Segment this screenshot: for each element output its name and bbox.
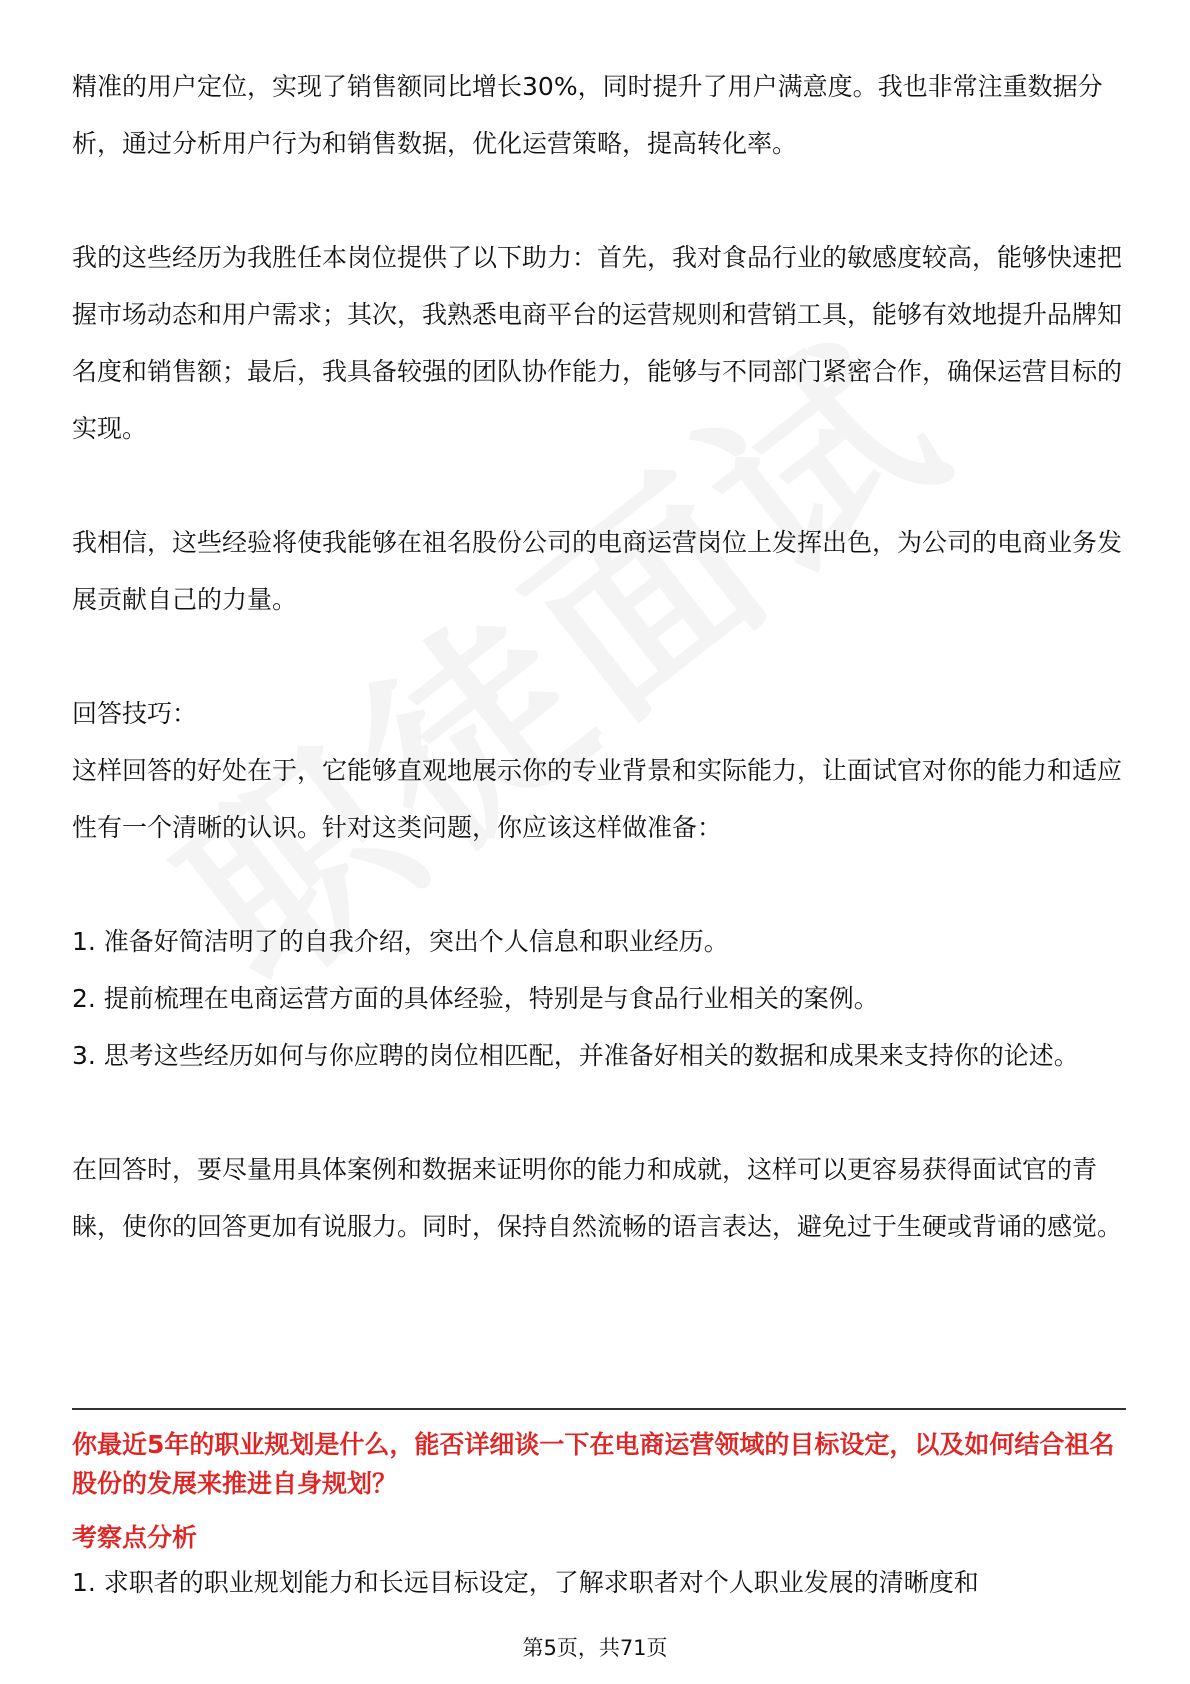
paragraph-3: 我相信，这些经验将使我能够在祖名股份公司的电商运营岗位上发挥出色，为公司的电商业务发展贡献自己的力量。: [72, 528, 1123, 614]
page-footer: 第5页，共71页: [522, 1636, 668, 1660]
list-item-3: 3. 思考这些经历如何与你应聘的岗位相匹配，并准备好相关的数据和成果来支持你的论述。: [72, 1041, 1079, 1070]
section-title: 考察点分析: [72, 1523, 198, 1552]
tips-label: 回答技巧：: [72, 699, 198, 728]
list-item-1: 1. 准备好简洁明了的自我介绍，突出个人信息和职业经历。: [72, 927, 729, 956]
paragraph-2: 我的这些经历为我胜任本岗位提供了以下助力：首先，我对食品行业的敏感度较高，能够快速把握市场动态和用户需求；其次，我熟悉电商平台的运营规则和营销工具，能够有效地提升品牌知名度和销售额；最后，我具备较强的团队协作能力，能够与不同部门紧密合作，确保运营目标的实现。: [72, 243, 1123, 443]
section-divider: [72, 1408, 1126, 1410]
interview-question: 你最近5年的职业规划是什么，能否详细谈一下在电商运营领域的目标设定，以及如何结合祖名股份的发展来推进自身规划？: [72, 1430, 1115, 1498]
list-item-2: 2. 提前梳理在电商运营方面的具体经验，特别是与食品行业相关的案例。: [72, 984, 879, 1013]
paragraph-4: 这样回答的好处在于，它能够直观地展示你的专业背景和实际能力，让面试官对你的能力和适应性有一个清晰的认识。针对这类问题，你应该这样做准备：: [72, 756, 1123, 842]
body-content: [72, 58, 1122, 1255]
analysis-item-1: 1. 求职者的职业规划能力和长远目标设定，了解求职者对个人职业发展的清晰度和: [72, 1568, 979, 1597]
paragraph-5: 在回答时，要尽量用具体案例和数据来证明你的能力和成就，这样可以更容易获得面试官的青睐，使你的回答更加有说服力。同时，保持自然流畅的语言表达，避免过于生硬或背诵的感觉。: [72, 1155, 1123, 1241]
paragraph-1: 精准的用户定位，实现了销售额同比增长30%，同时提升了用户满意度。我也非常注重数据分析，通过分析用户行为和销售数据，优化运营策略，提高转化率。: [72, 72, 1103, 158]
